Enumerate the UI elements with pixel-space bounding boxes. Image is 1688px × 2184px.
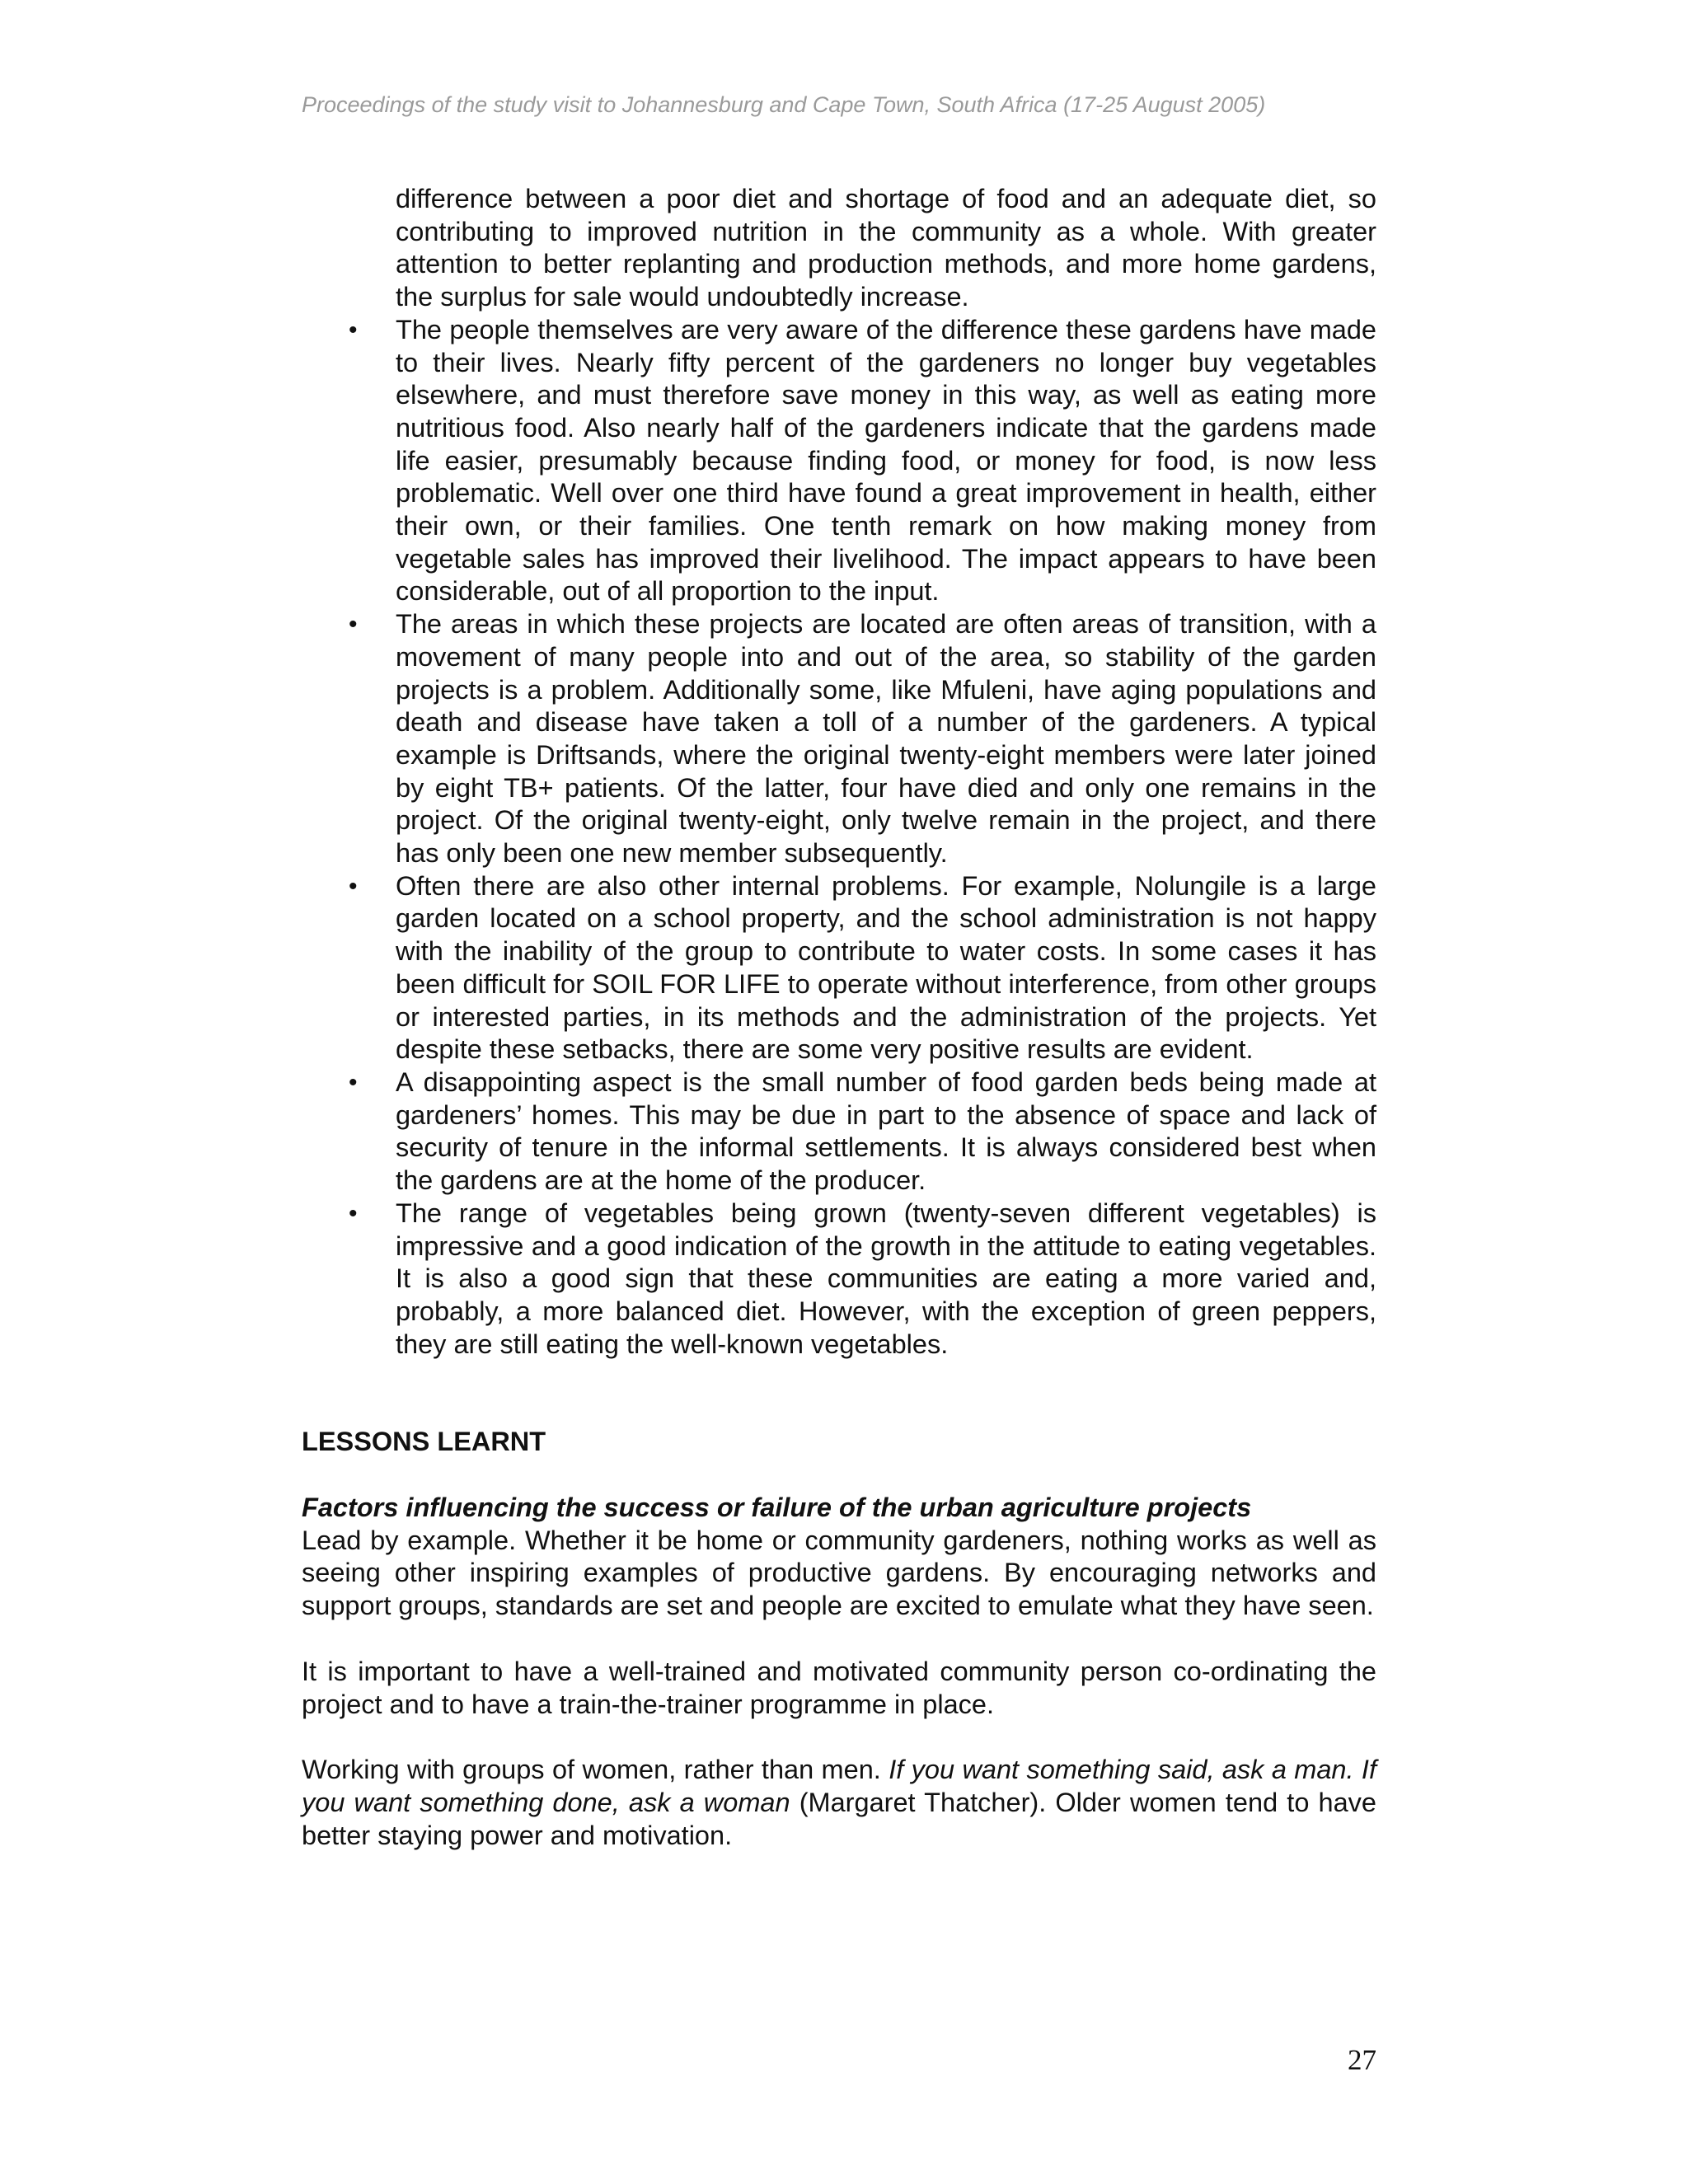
running-header: Proceedings of the study visit to Johannesburg and Cape Town, South Africa (17-25 August 2005) (302, 92, 1266, 117)
list-item (302, 608, 1376, 870)
bullet-icon: • (349, 1199, 358, 1227)
list-item (302, 314, 1376, 608)
bullet-list (302, 314, 1376, 1361)
list-item (302, 1197, 1376, 1361)
bullet-text: Often there are also other internal problems. For example, Nolungile is a large garden located on a school property, and the school administration is not happy with the inability of the group to contribute to water costs. In some cases it has been difficult for SOIL FOR LIFE to operate without interference, from other groups or interested parties, in its methods and the administration of the projects. Yet despite these setbacks, there are some very positive results are evident. (396, 870, 1376, 1065)
paragraph-lead-by-example: Lead by example. Whether it be home or community gardeners, nothing works as well as seeing other inspiring examples of productive gardens. By encouraging networks and support groups, standards are set and people are excited to emulate what they have seen. (302, 1525, 1376, 1621)
page-content (302, 183, 1376, 1852)
list-item (302, 1066, 1376, 1197)
list-item (302, 870, 1376, 1066)
bullet-text: The people themselves are very aware of the difference these gardens have made to their lives. Nearly fifty percent of the gardeners no longer buy vegetables elsewhere, and must therefore save money in this way, as well as eating more nutritious food. Also nearly half of the gardeners indicate that the gardens made life easier, presumably because finding food, or money for food, is now less problematic. Well over one third have found a great improvement in health, either their own, or their families. One tenth remark on how making money from vegetable sales has improved their livelihood. The impact appears to have been considerable, out of all proportion to the input. (396, 314, 1376, 607)
paragraph-trainer: It is important to have a well-trained and motivated community person co-ordinating the project and to have a train-the-trainer programme in place. (302, 1656, 1376, 1719)
page-number: 27 (1348, 2044, 1376, 2076)
paragraph-women-lead: Working with groups of women, rather than men. (302, 1755, 889, 1785)
continuation-paragraph: difference between a poor diet and shortage of food and an adequate diet, so contributing to improved nutrition in the community as a whole. With greater attention to better replanting and production methods, and more home gardens, the surplus for sale would undoubtedly increase. (396, 184, 1376, 312)
bullet-text: The range of vegetables being grown (twenty-seven different vegetables) is impressive and a good indication of the growth in the attitude to eating vegetables. It is also a good sign that these communities are eating a more varied and, probably, a more balanced diet. However, with the exception of green peppers, they are still eating the well-known vegetables. (396, 1197, 1376, 1359)
paragraph-women (302, 1754, 1376, 1852)
bullet-icon: • (349, 611, 358, 639)
bullet-icon: • (349, 316, 358, 344)
bullet-text: The areas in which these projects are located are often areas of transition, with a movement of many people into and out of the area, so stability of the garden projects is a problem. Additionally some, like Mfuleni, have aging populations and death and disease have taken a toll of a number of the gardeners. A typical example is Driftsands, where the original twenty-eight members were later joined by eight TB+ patients. Of the latter, four have died and only one remains in the project. Of the original twenty-eight, only twelve remain in the project, and there has only been one new member subsequently. (396, 609, 1376, 869)
paragraph-women-tail: (Margaret Thatcher). Older women tend to have better staying power and motivation. (302, 1787, 1377, 1850)
bullet-text: A disappointing aspect is the small number of food garden beds being made at gardeners’ homes. This may be due in part to the absence of space and lack of security of tenure in the informal settlements. It is always considered best when the gardens are at the home of the producer. (396, 1066, 1376, 1196)
bullet-icon: • (349, 872, 358, 900)
bullet-icon: • (349, 1068, 358, 1096)
section-heading: LESSONS LEARNT (302, 1427, 546, 1457)
subheading: Factors influencing the success or failure of the urban agriculture projects (302, 1493, 1252, 1523)
thatcher-quote: If you want something said, ask a man. If you want something done, ask a woman (302, 1755, 1376, 1817)
